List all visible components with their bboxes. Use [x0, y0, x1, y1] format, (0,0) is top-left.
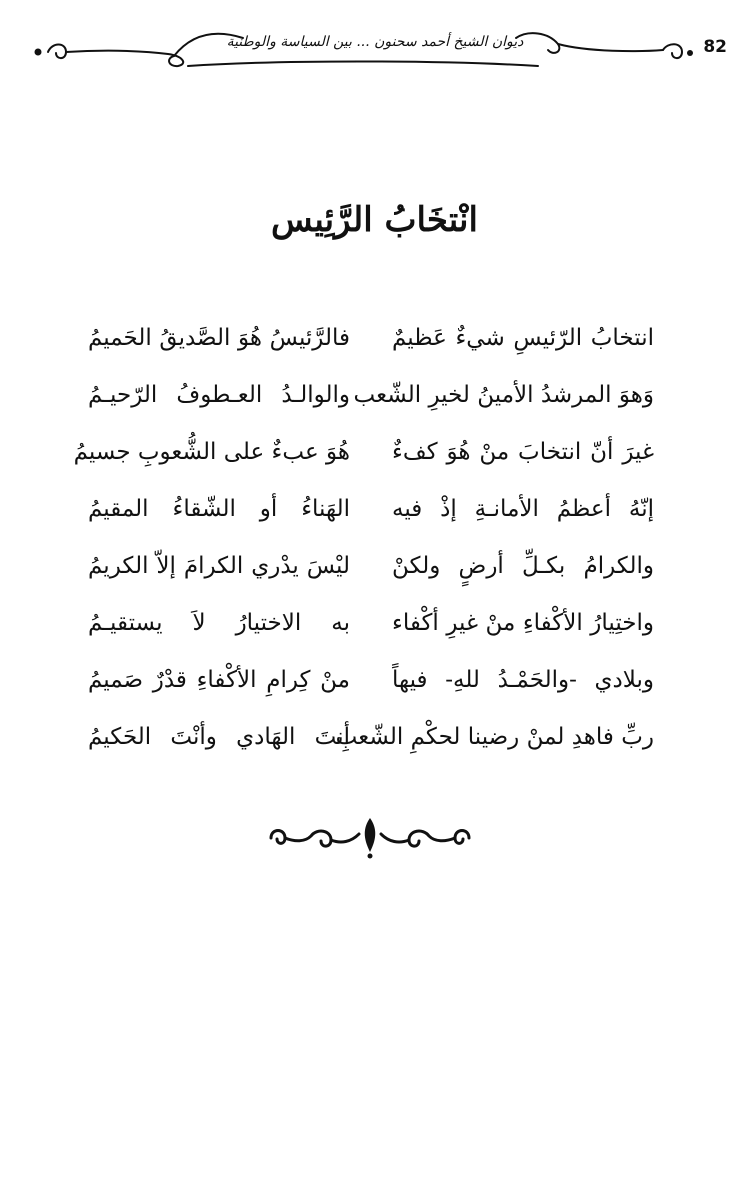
verse-first-hemistich: وَهوَ المرشدُ الأمينُ لخيرِ الشّعب: [353, 382, 654, 408]
verse-first-hemistich: انتخابُ الرّئيسِ شيءٌ عَظيمٌ: [392, 325, 654, 351]
poem-title: انْتخَابُ الرَّئِيس: [271, 200, 478, 240]
page-header: [18, 20, 731, 82]
page-number: 82: [703, 37, 727, 57]
verse: [88, 717, 654, 774]
verse: [88, 318, 654, 375]
poem-body: [73, 318, 654, 774]
running-title: ديوان الشيخ أحمد سحنون ... بين السياسة والوطنية: [226, 34, 524, 50]
verse: [88, 489, 654, 546]
verse-first-hemistich: ربِّ فاهدِ لمنْ رضينا لحكْمِ الشّعبِ: [335, 724, 654, 750]
verse-second-hemistich: ليْسَ يدْري الكرامَ إلاّ الكريمُ: [88, 553, 350, 579]
verse-second-hemistich: هُوَ عبءٌ على الشُّعوبِ جسيمُ: [73, 439, 350, 465]
verse: [73, 432, 654, 489]
verse-second-hemistich: به الاختيارُ لاَ يستقيـمُ: [88, 610, 350, 636]
header-flourish-border: [18, 20, 731, 82]
verse-second-hemistich: أنتَ الهَادي وأنْتَ الحَكيمُ: [88, 724, 350, 750]
closing-ornament: [265, 812, 475, 862]
verse-first-hemistich: إنّهُ أعظمُ الأمانـةِ إذْ فيه: [392, 496, 654, 522]
verse: [88, 660, 654, 717]
verse-second-hemistich: فالرَّئيسُ هُوَ الصَّديقُ الحَميمُ: [88, 325, 350, 351]
verse-second-hemistich: والوالـدُ العـطوفُ الرّحيـمُ: [88, 382, 350, 408]
verse-first-hemistich: غيرَ أنّ انتخابَ منْ هُوَ كفءٌ: [392, 439, 654, 465]
verse: [88, 546, 654, 603]
verse-first-hemistich: وبلادي -والحَمْـدُ للهِ- فيهاً: [392, 667, 654, 693]
verse-first-hemistich: والكرامُ بكـلِّ أرضٍ ولكنْ: [392, 553, 654, 579]
verse-first-hemistich: واختِيارُ الأكْفاءِ منْ غيرِ أكْفاء: [392, 610, 654, 636]
verse: [88, 603, 654, 660]
verse-second-hemistich: الهَناءُ أو الشّقاءُ المقيمُ: [88, 496, 350, 522]
verse: [88, 375, 654, 432]
verse-second-hemistich: منْ كِرامِ الأكْفاءِ قدْرٌ صَميمُ: [88, 667, 350, 693]
